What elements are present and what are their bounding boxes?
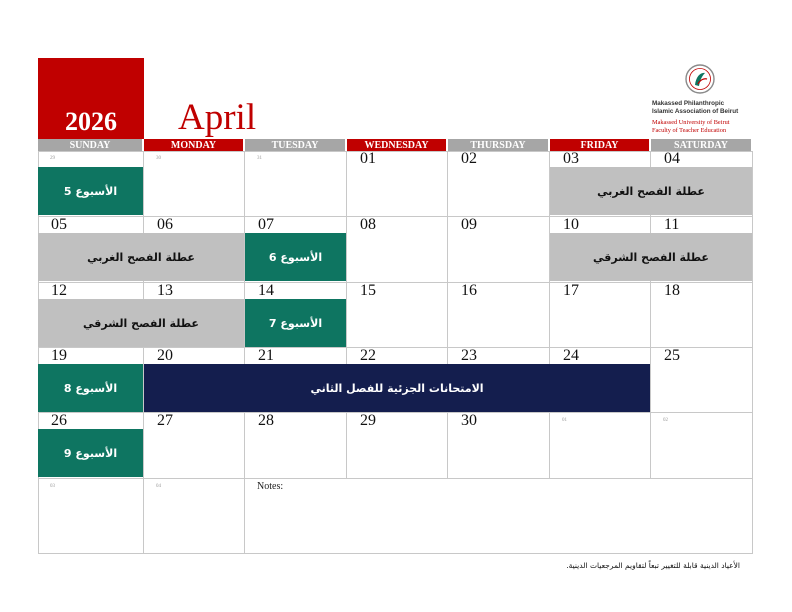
day-number: 12 <box>51 282 67 299</box>
day-number: 30 <box>156 156 161 161</box>
day-cell[interactable] <box>347 151 448 217</box>
day-cell[interactable] <box>245 151 347 217</box>
week-label[interactable]: الأسبوع 8 <box>38 364 143 412</box>
day-number: 03 <box>563 150 579 167</box>
day-number: 18 <box>664 282 680 299</box>
day-cell[interactable] <box>38 479 144 554</box>
day-cell[interactable] <box>550 283 651 348</box>
day-number: 15 <box>360 282 376 299</box>
weekday-header-5: FRIDAY <box>550 139 649 151</box>
day-number: 30 <box>461 412 477 429</box>
day-number: 09 <box>461 216 477 233</box>
day-number: 04 <box>156 484 161 489</box>
day-number: 13 <box>157 282 173 299</box>
holiday-bar[interactable]: عطلة الفصح الشرقي <box>550 233 752 281</box>
day-number: 14 <box>258 282 274 299</box>
day-number: 17 <box>563 282 579 299</box>
day-number: 07 <box>258 216 274 233</box>
exam-period-bar[interactable]: الامتحانات الجزئية للفصل الثاني <box>144 364 650 412</box>
day-number: 26 <box>51 412 67 429</box>
day-cell[interactable] <box>651 283 753 348</box>
day-number: 31 <box>257 156 262 161</box>
week-label[interactable]: الأسبوع 7 <box>245 299 346 347</box>
day-cell[interactable] <box>448 151 550 217</box>
day-cell[interactable] <box>448 283 550 348</box>
day-cell[interactable] <box>651 348 753 413</box>
day-number: 25 <box>664 347 680 364</box>
day-number: 04 <box>664 150 680 167</box>
day-number: 20 <box>157 347 173 364</box>
day-number: 03 <box>50 484 55 489</box>
year-label: 2026 <box>65 107 117 136</box>
day-number: 11 <box>664 216 680 233</box>
year-block <box>38 58 144 139</box>
faculty-line-1: Makassed University of Beirut <box>652 119 730 126</box>
week-label[interactable]: الأسبوع 6 <box>245 233 346 281</box>
org-line-2: Islamic Association of Beirut <box>652 108 739 115</box>
organization-name <box>652 100 738 116</box>
weekday-header-0: SUNDAY <box>38 139 142 151</box>
day-number: 10 <box>563 216 579 233</box>
calendar-grid <box>38 151 753 554</box>
day-cell[interactable] <box>144 151 245 217</box>
makassed-logo-icon <box>683 62 717 96</box>
day-cell[interactable] <box>448 413 550 479</box>
day-cell[interactable] <box>347 413 448 479</box>
month-title: April <box>178 97 257 138</box>
notes-label: Notes: <box>257 481 284 492</box>
week-label[interactable]: الأسبوع 9 <box>38 429 143 477</box>
weekday-header-1: MONDAY <box>144 139 243 151</box>
day-number: 19 <box>51 347 67 364</box>
footnote: الأعياد الدينية قابلة للتغيير تبعاً لتقاويم المرجعيات الدينية. <box>566 561 740 570</box>
day-number: 01 <box>562 418 567 423</box>
day-cell[interactable] <box>651 413 753 479</box>
day-number: 16 <box>461 282 477 299</box>
day-number: 02 <box>663 418 668 423</box>
notes-box[interactable] <box>245 479 753 554</box>
day-cell[interactable] <box>144 479 245 554</box>
day-number: 22 <box>360 347 376 364</box>
day-cell[interactable] <box>144 413 245 479</box>
organization-logo <box>652 62 762 142</box>
day-number: 24 <box>563 347 579 364</box>
faculty-name <box>652 119 729 135</box>
holiday-bar[interactable]: عطلة الفصح الغربي <box>38 233 244 281</box>
day-number: 27 <box>157 412 173 429</box>
day-cell[interactable] <box>347 217 448 283</box>
day-number: 21 <box>258 347 274 364</box>
weekday-header-4: THURSDAY <box>448 139 548 151</box>
weekday-header-2: TUESDAY <box>245 139 345 151</box>
day-number: 01 <box>360 150 376 167</box>
day-cell[interactable] <box>448 217 550 283</box>
org-line-1: Makassed Philanthropic <box>652 100 725 107</box>
faculty-line-2: Faculty of Teacher Education <box>652 127 727 134</box>
day-number: 05 <box>51 216 67 233</box>
day-number: 29 <box>360 412 376 429</box>
weekday-header-6: SATURDAY <box>651 139 751 151</box>
day-number: 06 <box>157 216 173 233</box>
day-number: 08 <box>360 216 376 233</box>
holiday-bar[interactable]: عطلة الفصح الغربي <box>550 167 752 215</box>
weekday-header-3: WEDNESDAY <box>347 139 446 151</box>
day-cell[interactable] <box>550 413 651 479</box>
week-label[interactable]: الأسبوع 5 <box>38 167 143 215</box>
day-number: 28 <box>258 412 274 429</box>
day-number: 29 <box>50 156 55 161</box>
weekday-header-row <box>38 139 753 151</box>
day-number: 02 <box>461 150 477 167</box>
day-cell[interactable] <box>347 283 448 348</box>
day-number: 23 <box>461 347 477 364</box>
holiday-bar[interactable]: عطلة الفصح الشرقي <box>38 299 244 347</box>
day-cell[interactable] <box>245 413 347 479</box>
